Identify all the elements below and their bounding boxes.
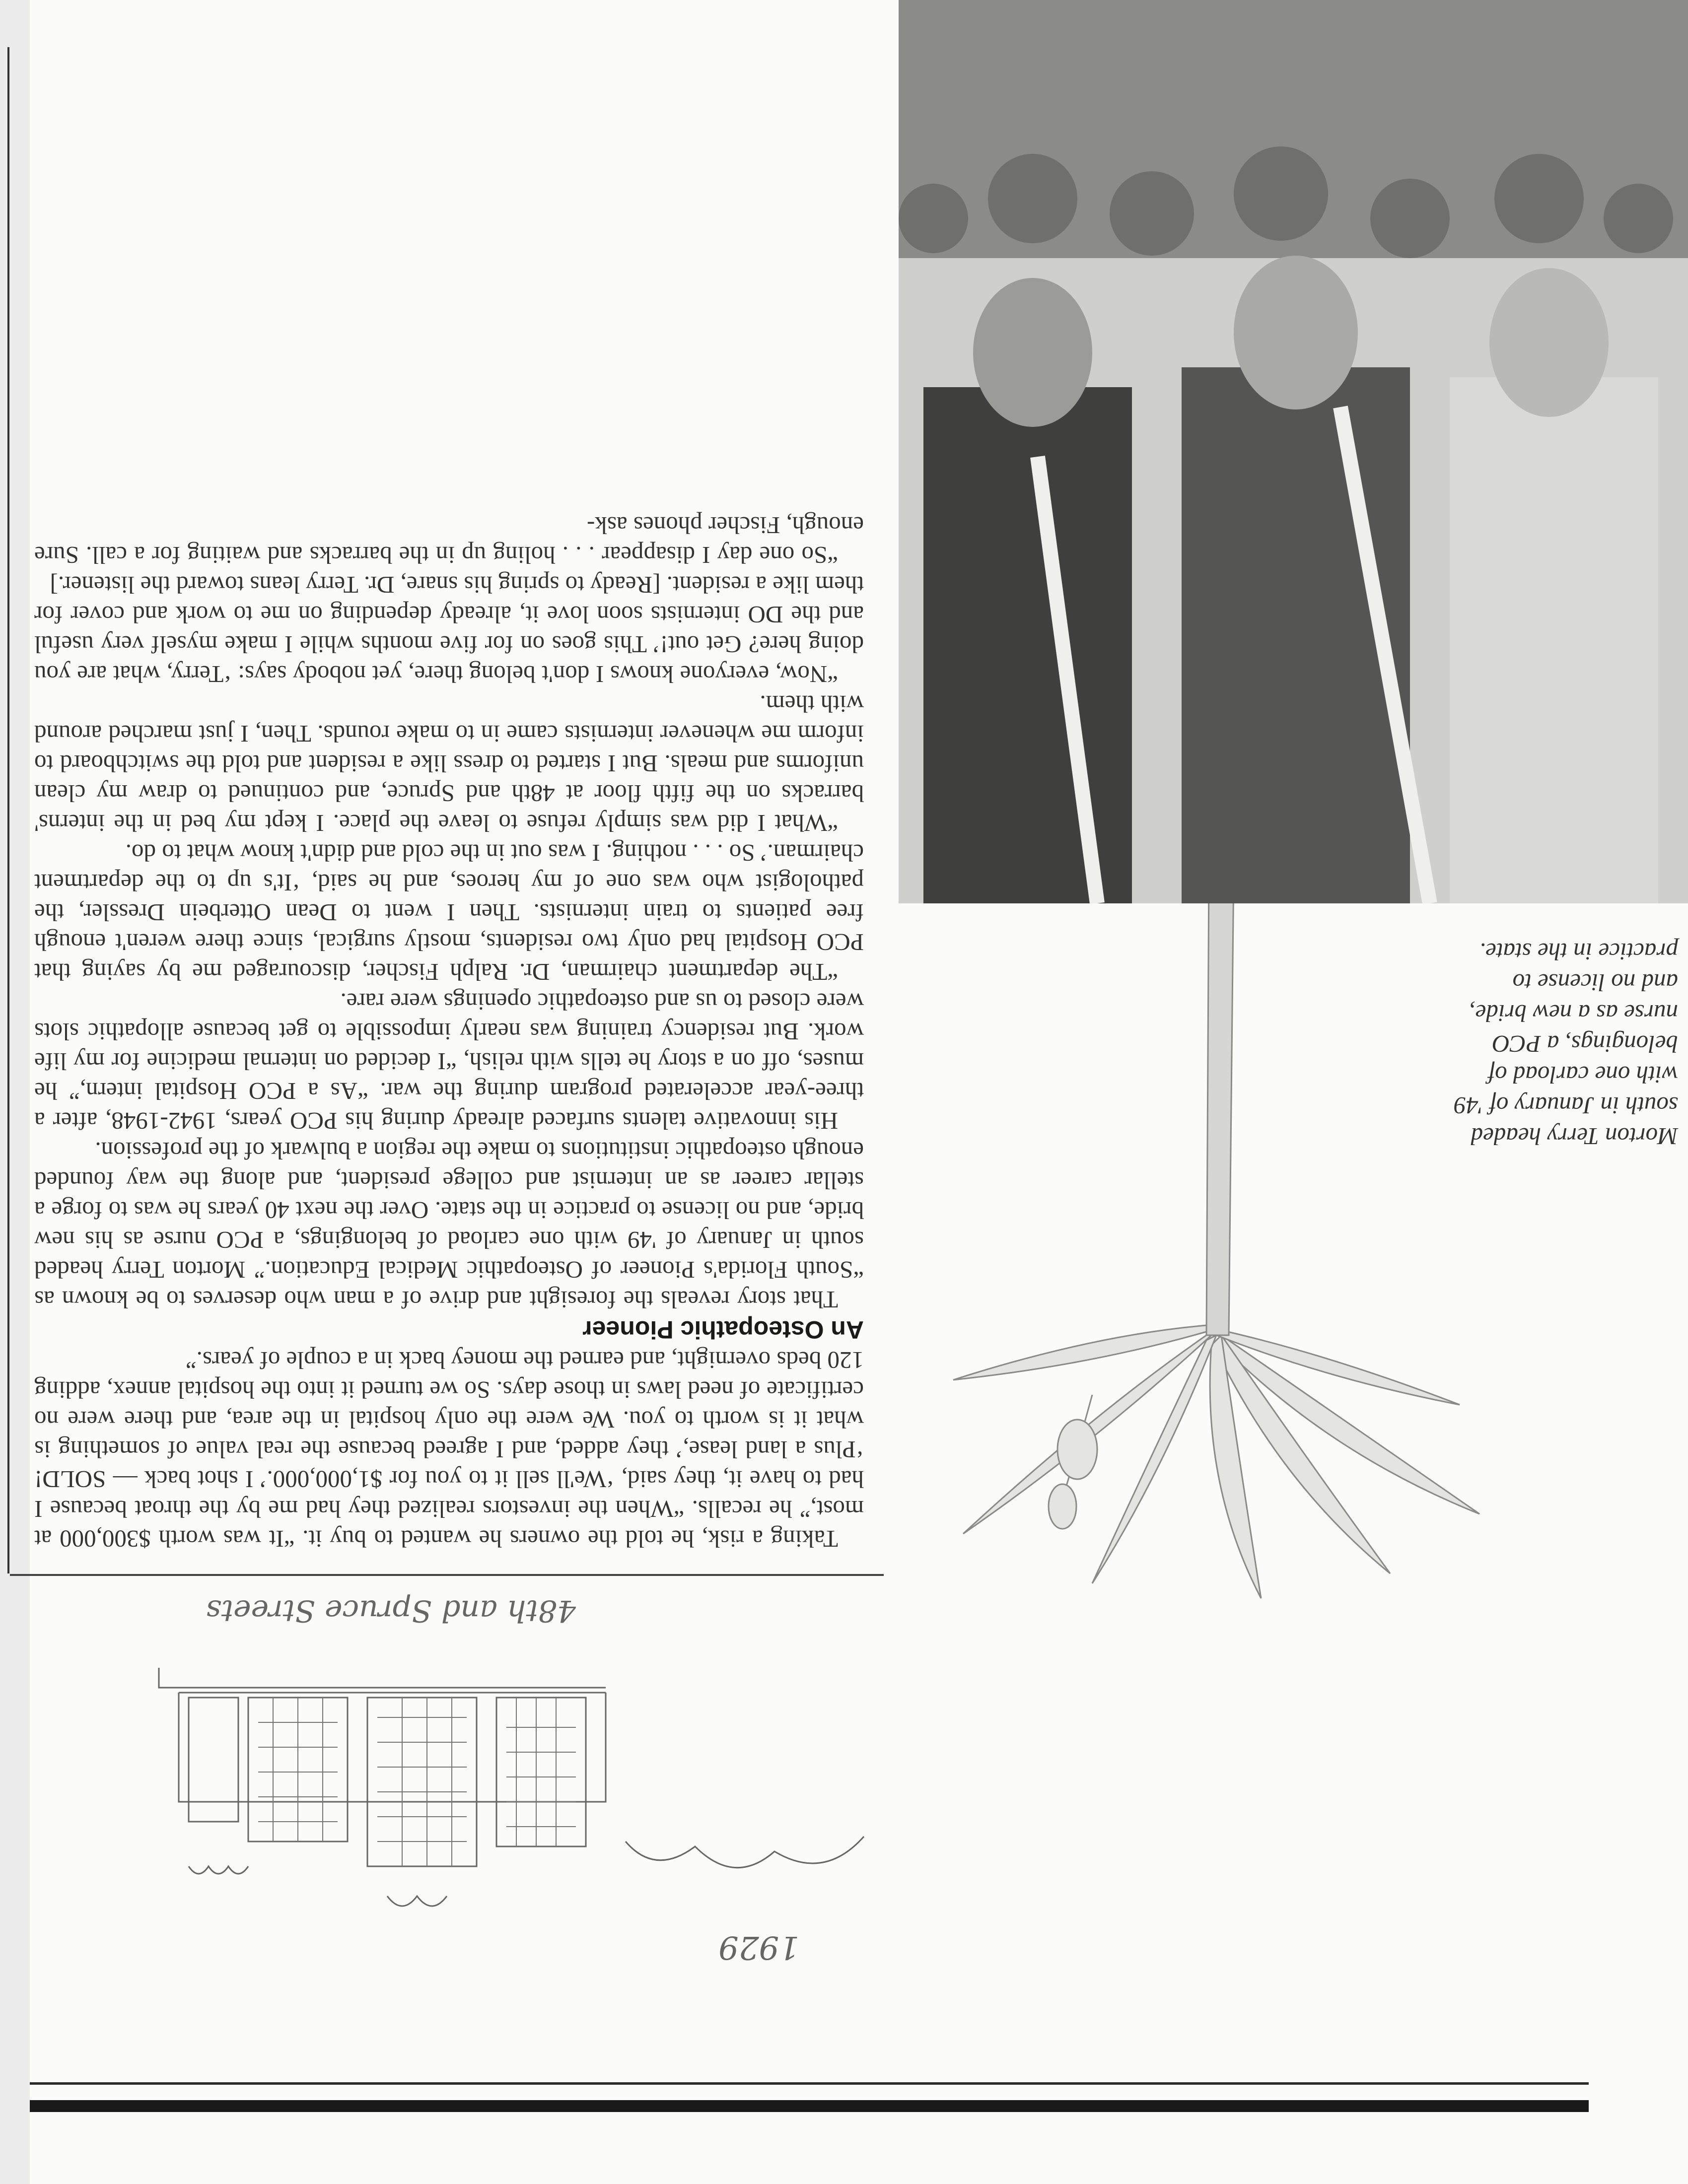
article-paragraph: “The department chairman, Dr. Ralph Fischer, discouraged me by saying that PCO Hospital had only two residents, mostly surgical, since there weren't enough free patients to train internists. Then I went to Dean Otterbein Dressler, the pathologist who was one of my heroes, and he said, ‘It's up to the department chairman.’ So . . . nothing. I was out in the cold and didn't know what to do. bbox=[34, 839, 864, 986]
top-rule bbox=[30, 2100, 1589, 2112]
column-top-rule bbox=[10, 1574, 884, 1576]
article-column bbox=[7, 47, 884, 1573]
photo-caption: Morton Terry headed south in January of '49 with one carload of belongings, a PCO nurse as a new bride, and no license to practice in the state. bbox=[1454, 938, 1678, 1150]
article-paragraph: That story reveals the foresight and drive of a man who deserves to be known as “South Florida's Pioneer of Osteopathic Medical Education.” Morton Terry headed south in January of '49 with one carload of belongings, a PCO nurse as his new bride, and no license to practice in the state. Over the next 40 years he was to forge a stellar career as an internist and college president, and along the way founded enough osteopathic institutions to make the region a bulwark of the profession. bbox=[34, 1137, 864, 1313]
section-heading: An Osteopathic Pioneer bbox=[582, 1316, 864, 1344]
groundbreaking-photo bbox=[899, 0, 1688, 903]
article-paragraph: “What I did was simply refuse to leave the place. I kept my bed in the interns' barracks on the fifth floor at 48th and Spruce, and continued to draw my clean uniforms and meals. But I started to dress like a resident and told the switchboard to inform me whenever internists came in to make rounds. Then, I just marched around with them. bbox=[34, 690, 864, 837]
plant-illustration bbox=[918, 779, 1539, 1613]
top-thin-rule bbox=[30, 2082, 1589, 2085]
article-paragraph: “Now, everyone knows I don't belong there, yet nobody says: ‘Terry, what are you doing here? Get out!’ This goes on for five months while I make myself very useful and the DO internists soon love it, already depending on me to work and cover for them like a resident. [Ready to spring his snare, Dr. Terry leans toward the listener.] bbox=[34, 571, 864, 688]
article-paragraph: Taking a risk, he told the owners he wanted to buy it. “It was worth $300,000 at most,” he recalls. “When the investors realized they had me by the throat because I had to have it, they said, ‘We'll sell it to you for $1,000,000.’ I shot back — SOLD! ‘Plus a land lease,’ they added, and I agreed because the real value of something is what it is worth to you. We were the only hospital in the area, and there were no certificate of need laws in those days. So we turned it into the hospital annex, adding 120 beds overnight, and earned the money back in a couple of years.” bbox=[34, 1347, 864, 1553]
building-sketch bbox=[149, 1628, 884, 1926]
sketch-caption: 48th and Spruce Streets bbox=[206, 1593, 576, 1628]
article-paragraph: His innovative talents surfaced already during his PCO years, 1942-1948, after a three-year accelerated program during the war. “As a PCO Hospital intern,” he muses, off on a story he tells with relish, “I decided on internal medicine for my life work. But residency training was nearly impossible to get because allopathic slots were closed to us and osteopathic openings were rare. bbox=[34, 988, 864, 1135]
sketch-year: 1929 bbox=[718, 1929, 799, 1966]
article-paragraph: “So one day I disappear . . . holing up in the barracks and waiting for a call. Sure enough, Fischer phones ask- bbox=[34, 512, 864, 569]
